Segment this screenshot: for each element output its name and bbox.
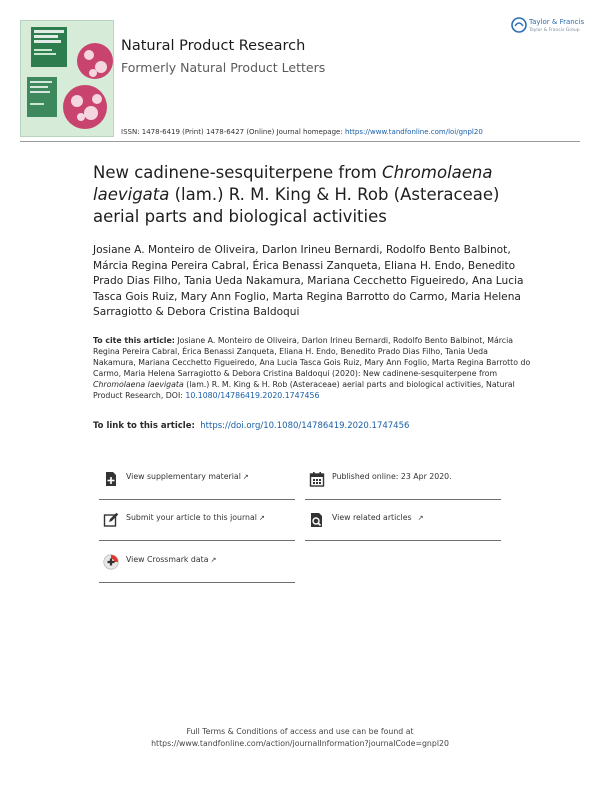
link-label: To link to this article: <box>93 421 195 431</box>
citation-doi-link[interactable]: 10.1080/14786419.2020.1747456 <box>185 391 320 400</box>
external-link-icon: ↗ <box>258 514 265 522</box>
supplementary-label: View supplementary material <box>126 472 241 481</box>
crossmark-icon <box>103 554 119 570</box>
journal-title: Natural Product Research <box>121 38 306 54</box>
search-document-icon <box>309 512 325 528</box>
journal-subtitle: Formerly Natural Product Letters <box>121 60 326 75</box>
edit-icon <box>103 512 119 528</box>
article-title-part2: (lam.) R. M. King & H. Rob (Asteraceae) aerial parts and biological activities <box>93 185 500 226</box>
terms-url[interactable]: https://www.tandfonline.com/action/journalInformation?journalCode=gnpl20 <box>151 739 449 748</box>
submit-article-link[interactable] <box>99 506 295 541</box>
crossmark-label: View Crossmark data <box>126 555 209 564</box>
citation-text-part1: Josiane A. Monteiro de Oliveira, Darlon Irineu Bernardi, Rodolfo Bento Balbinot, Márcia Regina Pereira Cabral, Érica Benassi Zanqueta, Eliana H. Endo, Benedito Prado Dias Filho, Tania Ueda Nakamura, Mariana Cecchetto Figueiredo, Ana Lucia Tasca Gois Ruiz, Mary Ann Foglio, Marta Regina Barrotto do Carmo, Maria Helena Sarragiotto & Debora Cristina Baldoqui (2020): New cadinene-sesquiterpene from <box>93 336 531 378</box>
cover-artwork <box>21 21 113 136</box>
article-title <box>93 162 533 228</box>
submit-label: Submit your article to this journal <box>126 513 257 522</box>
article-doi-url[interactable]: https://doi.org/10.1080/14786419.2020.1747456 <box>200 421 410 431</box>
external-link-icon: ↗ <box>417 514 424 522</box>
published-online-info <box>305 465 501 500</box>
terms-footer <box>0 726 600 750</box>
journal-homepage-link[interactable]: https://www.tandfonline.com/loi/gnpl20 <box>344 128 483 136</box>
issn-text: ISSN: 1478-6419 (Print) 1478-6427 (Online) Journal homepage: <box>121 128 343 136</box>
citation-label: To cite this article: <box>93 336 175 345</box>
related-articles-link[interactable] <box>305 506 501 541</box>
publisher-logo-icon <box>511 17 527 33</box>
terms-text: Full Terms & Conditions of access and use can be found at <box>186 727 414 736</box>
article-authors: Josiane A. Monteiro de Oliveira, Darlon Irineu Bernardi, Rodolfo Bento Balbinot, Márcia Regina Pereira Cabral, Érica Benassi Zanqueta, Eliana H. Endo, Benedito Prado Dias Filho, Tania Ueda Nakamura, Mariana Cecchetto Figueiredo, Ana Lucia Tasca Gois Ruiz, Mary Ann Foglio, Marta Regina Barrotto do Carmo, Maria Helena Sarragiotto & Debora Cristina Baldoqui <box>93 244 524 319</box>
publisher-subtitle: Taylor & Francis Group <box>529 28 580 33</box>
published-date: Published online: 23 Apr 2020. <box>332 472 452 481</box>
article-title-species: Chromolaena laevigata <box>93 163 493 204</box>
related-label: View related articles <box>332 513 412 522</box>
supplementary-material-link[interactable] <box>99 465 295 500</box>
publisher-logo <box>511 17 583 37</box>
external-link-icon: ↗ <box>242 473 249 481</box>
crossmark-link[interactable] <box>99 548 295 583</box>
citation-block <box>93 335 533 401</box>
citation-text-part2: (lam.) R. M. King & H. Rob (Asteraceae) aerial parts and biological activities, Natural Product Research, DOI: <box>93 380 515 400</box>
calendar-icon <box>309 471 325 487</box>
article-title-part1: New cadinene-sesquiterpene from <box>93 163 383 182</box>
external-link-icon: ↗ <box>210 556 217 564</box>
document-add-icon <box>103 471 119 487</box>
issn-line <box>121 128 483 136</box>
citation-species: Chromolaena laevigata <box>93 380 184 389</box>
publisher-name: Taylor & Francis <box>529 18 585 26</box>
link-to-article <box>93 421 533 432</box>
journal-cover-image <box>20 20 114 137</box>
header-divider <box>20 141 580 142</box>
